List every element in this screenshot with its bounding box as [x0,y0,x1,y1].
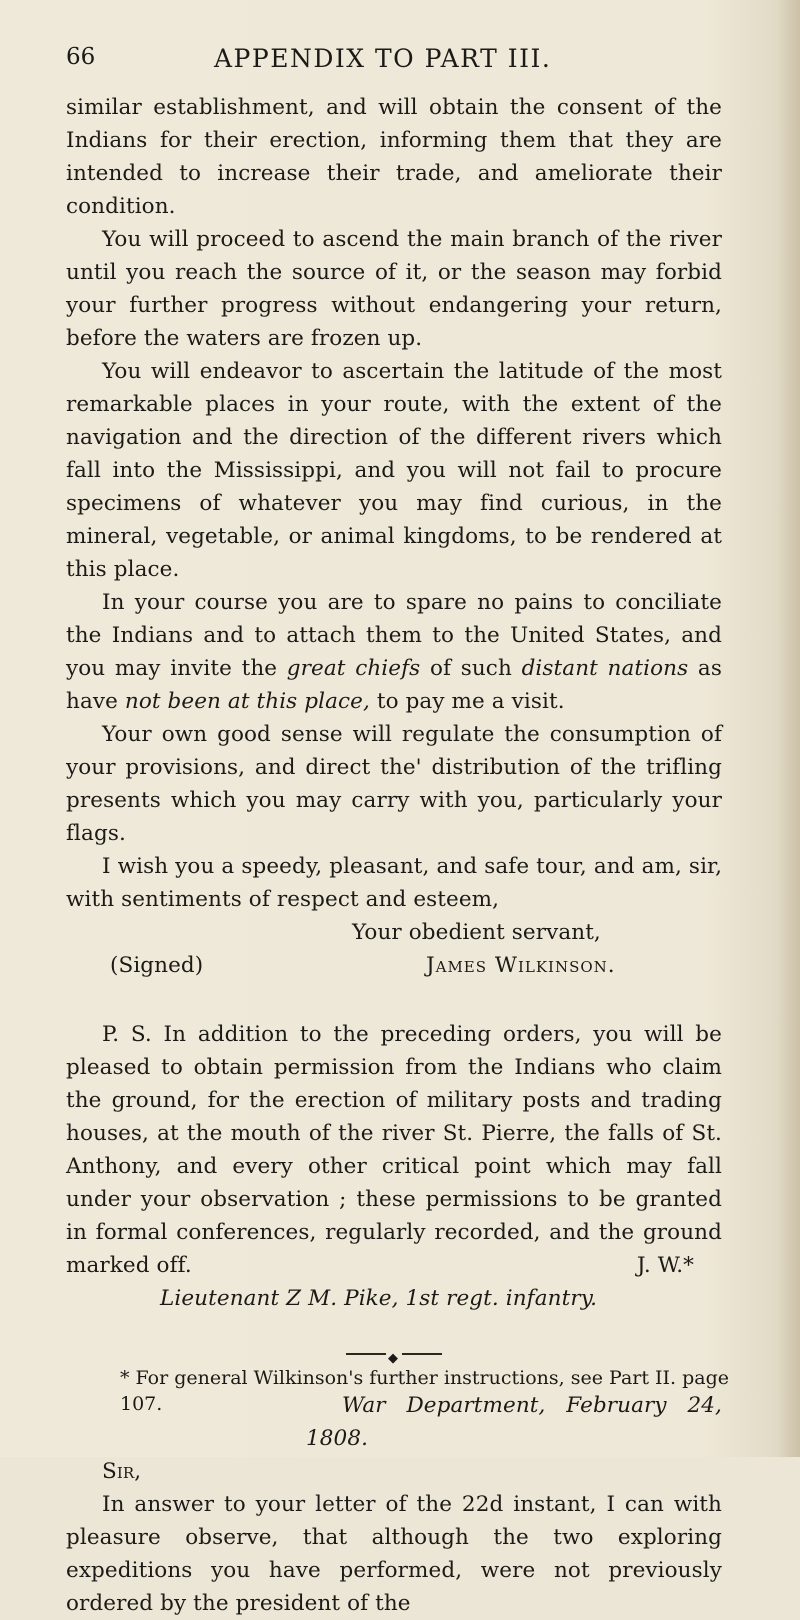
p4-text-a: In your course you are to spare no pains to conciliate the Indians and to attach them to the United States, and you may invite the [66,590,722,681]
paragraph-wish-tour: I wish you a speedy, pleasant, and safe tour, and am, sir, with sentiments of respect and esteem, [66,854,722,912]
divider-ornament-icon: ◆ [388,1351,399,1366]
divider-line-left [346,1353,386,1355]
paragraph-conciliate-indians [66,586,722,718]
p4-italic-distant-nations: distant nations [521,656,689,681]
p4-text-b: of such [420,656,522,681]
paragraph-ascend-river: You will proceed to ascend the main branch of the river until you reach the source of it, or the season may forbid your further progress without endangering your return, before the waters are frozen up. [66,227,722,351]
signature-line [66,949,722,982]
signed-label: (Signed) [110,953,204,978]
paragraph-latitude: You will endeavor to ascertain the latitude of the most remarkable places in your route, with the extent of the navigation and the direction of the different rivers which fall into the Mississippi, and you will not fail to procure specimens of whatever you may find curious, in the mineral, vegetable, or animal kingdoms, to be rendered at this place. [66,359,722,582]
letter-dateline: War Department, February 24, 1808. [306,1393,722,1451]
postscript-text: P. S. In addition to the preceding orders, you will be pleased to obtain permission from the Indians who claim the ground, for the erection of military posts and trading houses, at the mouth of the river St. Pierre, the falls of St. Anthony, and every other critical point which may fall under your observation ; these permissions to be granted in formal conferences, regularly recorded, and the ground marked off. [66,1022,722,1278]
p4-italic-this-place: not been at this place, [124,689,370,714]
addressee: Lieutenant Z M. Pike, 1st regt. infantry. [160,1286,598,1311]
postscript [66,1018,722,1282]
page-number: 66 [66,44,96,70]
divider-line-right [402,1353,442,1355]
postscript-initials: J. W.* [636,1253,694,1278]
running-head: APPENDIX TO PART III. [214,44,552,73]
p4-italic-great-chiefs: great chiefs [286,656,421,681]
footnote: * For general Wilkinson's further instructions, see Part II. page 107. [120,1367,730,1415]
p4-text-d: to pay me a visit. [369,689,565,714]
closing: Your obedient servant, [352,920,601,945]
paragraph-provisions: Your own good sense will regulate the consumption of your provisions, and direct the' distribution of the trifling presents which you may carry with you, particularly your flags. [66,722,722,846]
section-divider [346,1351,442,1366]
letter-salutation: Sir, [102,1459,142,1484]
p4-text-c: as have [66,656,722,714]
signer-name: James Wilkinson. [426,953,616,978]
letter-paragraph: In answer to your letter of the 22d instant, I can with pleasure observe, that although the two exploring expeditions you have performed, were not previously ordered by the president of the [66,1492,722,1616]
page-edge-shadow [778,0,800,1457]
paragraph-continued: similar establishment, and will obtain the consent of the Indians for their erection, informing them that they are intended to increase their trade, and ameliorate their condition. [66,95,722,219]
page-header [66,44,766,78]
